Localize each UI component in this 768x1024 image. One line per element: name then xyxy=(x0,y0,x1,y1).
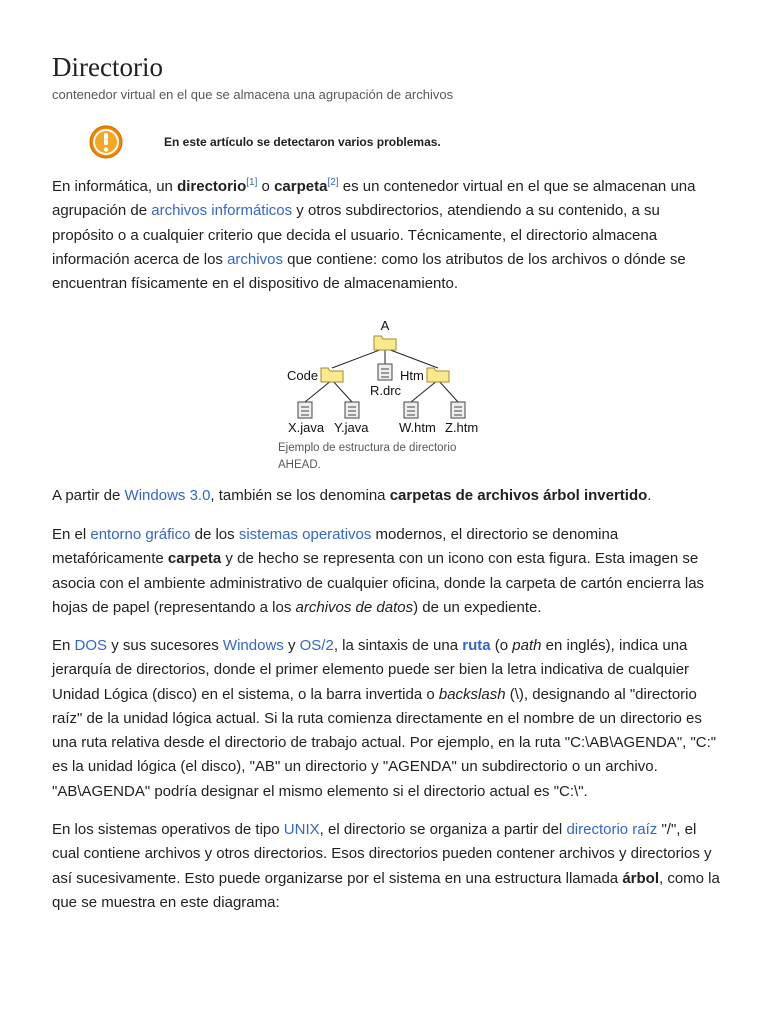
link-windows[interactable]: Windows xyxy=(222,637,284,654)
paragraph-dos: En DOS y sus sucesores Windows y OS/2, la sintaxis de una ruta (o path en inglés), indica una jerarquía de directorios, donde el primer elemento puede ser bien la letra indicativa de cualquier Unidad Lógica (disco) en el sistema, o la barra invertida o backslash (\), designando al "directorio raíz" de la unidad lógica actual. Si la ruta comienza directamente en el nombre de un directorio es una ruta relativa desde el directorio de trabajo actual. Por ejemplo, en la ruta "C:\AB\AGENDA", "C:" es la unidad lógica (el disco), "AB" un directorio y "AGENDA" un subdirectorio o un archivo. "AB\AGENDA" podría designar el mismo elemento si el directorio actual es "C:\". xyxy=(52,637,717,800)
node-label-htm: Htm xyxy=(400,368,424,383)
node-label-rdrc: R.drc xyxy=(370,383,402,398)
node-label-code: Code xyxy=(287,368,319,383)
warning-exclamation-icon xyxy=(88,124,124,160)
link-dos[interactable]: DOS xyxy=(74,637,108,654)
term-carpeta-2: carpeta xyxy=(167,550,222,568)
link-entorno-grafico[interactable]: entorno gráfico xyxy=(90,526,191,543)
link-sistemas-operativos[interactable]: sistemas operativos xyxy=(238,526,372,543)
directory-tree-figure[interactable] xyxy=(278,316,498,476)
node-label-whtm: W.htm xyxy=(399,420,436,435)
file-icon xyxy=(345,402,359,418)
file-icon xyxy=(378,364,392,380)
file-icon xyxy=(404,402,418,418)
term-carpetas-arbol: carpetas de archivos árbol invertido xyxy=(389,487,648,504)
reference-2-link[interactable]: [2] xyxy=(327,177,339,188)
paragraph-windows: A partir de Windows 3.0, también se los denomina carpetas de archivos árbol invertido. xyxy=(52,487,652,504)
term-carpeta: carpeta xyxy=(274,178,328,195)
term-arbol: árbol xyxy=(622,869,659,887)
node-label-zhtm: Z.htm xyxy=(445,420,479,435)
file-icon xyxy=(451,402,465,418)
link-unix[interactable]: UNIX xyxy=(283,821,320,838)
folder-icon xyxy=(321,368,343,382)
link-ruta[interactable]: ruta xyxy=(462,637,491,654)
link-directorio-raiz[interactable]: directorio raíz xyxy=(566,821,658,838)
link-os2[interactable]: OS/2 xyxy=(299,637,334,654)
directory-tree-diagram xyxy=(278,316,498,440)
page-subtitle: contenedor virtual en el que se almacena una agrupación de archivos xyxy=(52,87,454,102)
node-label-yjava: Y.java xyxy=(334,420,369,435)
issues-notice[interactable] xyxy=(52,122,722,162)
paragraph-entorno-grafico: En el entorno gráfico de los sistemas operativos modernos, el directorio se denomina metafóricamente carpeta y de hecho se representa con un icono con esta figura. Esta imagen se asocia con el ambiente administrativo de cualquier oficina, donde la carpeta de cartón encierra las hojas de papel (representando a los archivos de datos) de un expediente. xyxy=(52,526,705,616)
file-icon xyxy=(298,402,312,418)
notice-text: En este artículo se detectaron varios problemas. xyxy=(164,135,441,149)
node-label-a: A xyxy=(380,318,390,333)
reference-1-link[interactable]: [1] xyxy=(246,177,258,188)
figure-caption: Ejemplo de estructura de directorio AHEAD. xyxy=(278,442,457,471)
link-archivos[interactable]: archivos xyxy=(227,250,283,268)
paragraph-intro: En informática, un directorio[1] o carpeta[2] es un contenedor virtual en el que se almacenan una agrupación de archivos informáticos y otros subdirectorios, atendiendo a su contenido, a su propósito o a cualquier criterio que decida el usuario. Técnicamente, el directorio almacena información acerca de los archivos que contiene: como los atributos de los archivos o dónde se encuentran físicamente en el dispositivo de almacenamiento. xyxy=(52,177,696,293)
term-directorio: directorio xyxy=(177,178,247,195)
link-archivos-informaticos[interactable]: archivos informáticos xyxy=(151,202,293,220)
page-title: Directorio xyxy=(52,52,163,82)
folder-icon xyxy=(427,368,449,382)
node-label-xjava: X.java xyxy=(288,420,325,435)
folder-icon xyxy=(374,336,396,350)
link-windows-3[interactable]: Windows 3.0 xyxy=(124,487,211,504)
paragraph-unix: En los sistemas operativos de tipo UNIX, el directorio se organiza a partir del directorio raíz "/", el cual contiene archivos y otros directorios. Esos directorios pueden contener archivos y directorios y así sucesivamente. Esto puede organizarse por el sistema en una estructura llamada árbol, como la que se muestra en este diagrama: xyxy=(52,821,720,911)
